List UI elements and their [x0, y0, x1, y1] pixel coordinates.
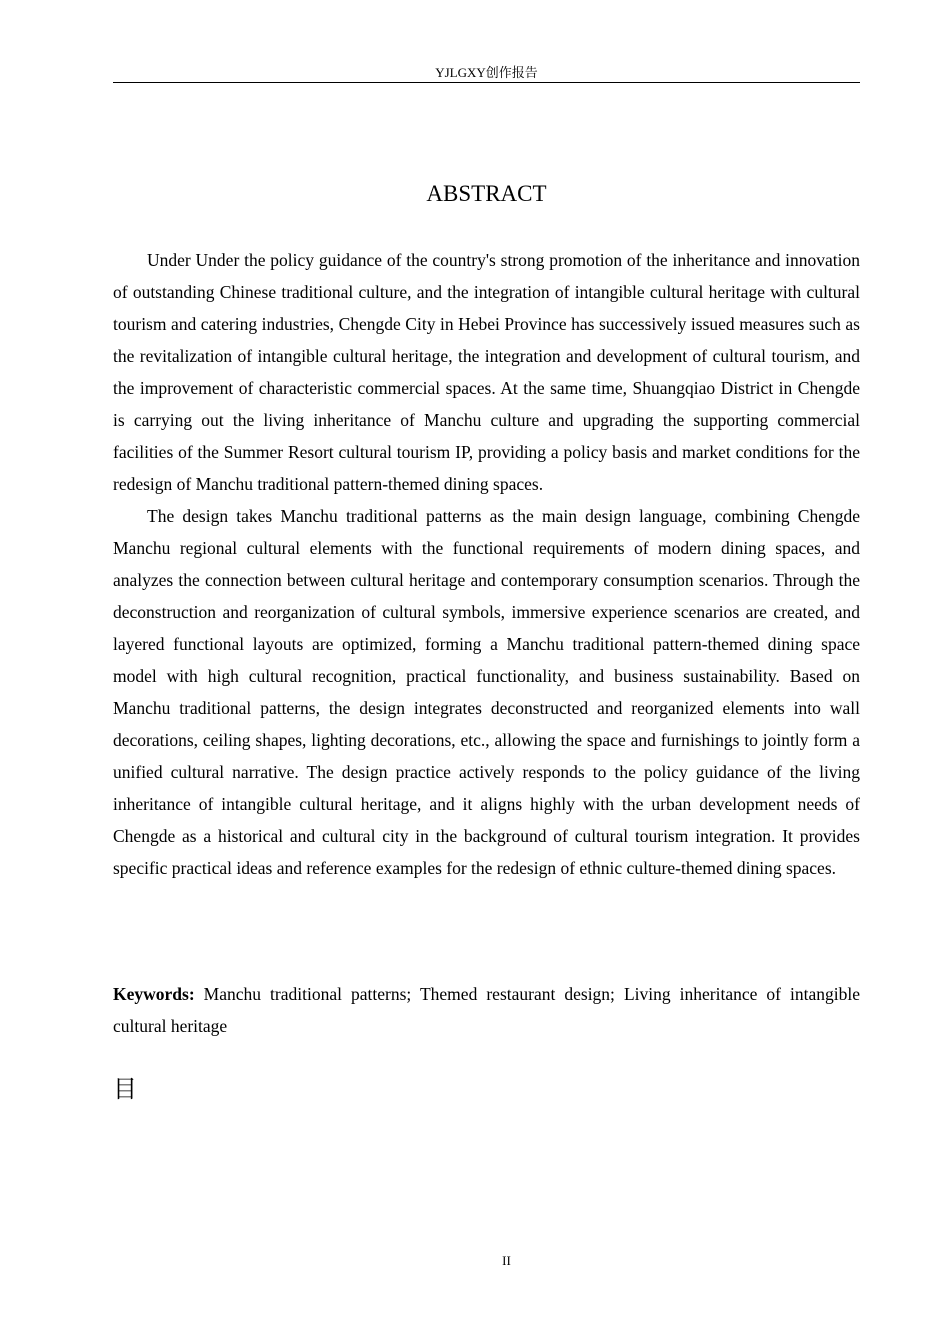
abstract-body [113, 244, 860, 884]
keywords-text: Manchu traditional patterns; Themed restaurant design; Living inheritance of intangible cultural heritage [113, 984, 860, 1036]
abstract-paragraph-1: Under Under the policy guidance of the country's strong promotion of the inheritance and innovation of outstanding Chinese traditional culture, and the integration of intangible cultural heritage with cultural tourism and catering industries, Chengde City in Hebei Province has successively issued measures such as the revitalization of intangible cultural heritage, the integration and development of cultural tourism, and the improvement of characteristic commercial spaces. At the same time, Shuangqiao District in Chengde is carrying out the living inheritance of Manchu culture and upgrading the supporting commercial facilities of the Summer Resort cultural tourism IP, providing a policy basis and market conditions for the redesign of Manchu traditional pattern-themed dining spaces. [113, 250, 860, 494]
page-number: II [502, 1253, 511, 1268]
abstract-paragraph-2: The design takes Manchu traditional patterns as the main design language, combining Chengde Manchu regional cultural elements with the functional requirements of modern dining spaces, and analyzes the connection between cultural heritage and contemporary consumption scenarios. Through the deconstruction and reorganization of cultural symbols, immersive experience scenarios are created, and layered functional layouts are optimized, forming a Manchu traditional pattern-themed dining space model with high cultural recognition, practical functionality, and business sustainability. Based on Manchu traditional patterns, the design integrates deconstructed and reorganized elements into wall decorations, ceiling shapes, lighting decorations, etc., allowing the space and furnishings to jointly form a unified cultural narrative. The design practice actively responds to the policy guidance of the living inheritance of intangible cultural heritage, and it aligns highly with the urban development needs of Chengde as a historical and cultural city in the background of cultural tourism integration. It provides specific practical ideas and reference examples for the redesign of ethnic culture-themed dining spaces. [113, 506, 860, 878]
keywords-line [113, 978, 860, 1042]
toc-heading: 目 [113, 1075, 137, 1103]
keywords-label: Keywords: [113, 984, 195, 1004]
page-header: YJLGXY创作报告 [113, 64, 860, 83]
abstract-title: ABSTRACT [426, 181, 547, 206]
